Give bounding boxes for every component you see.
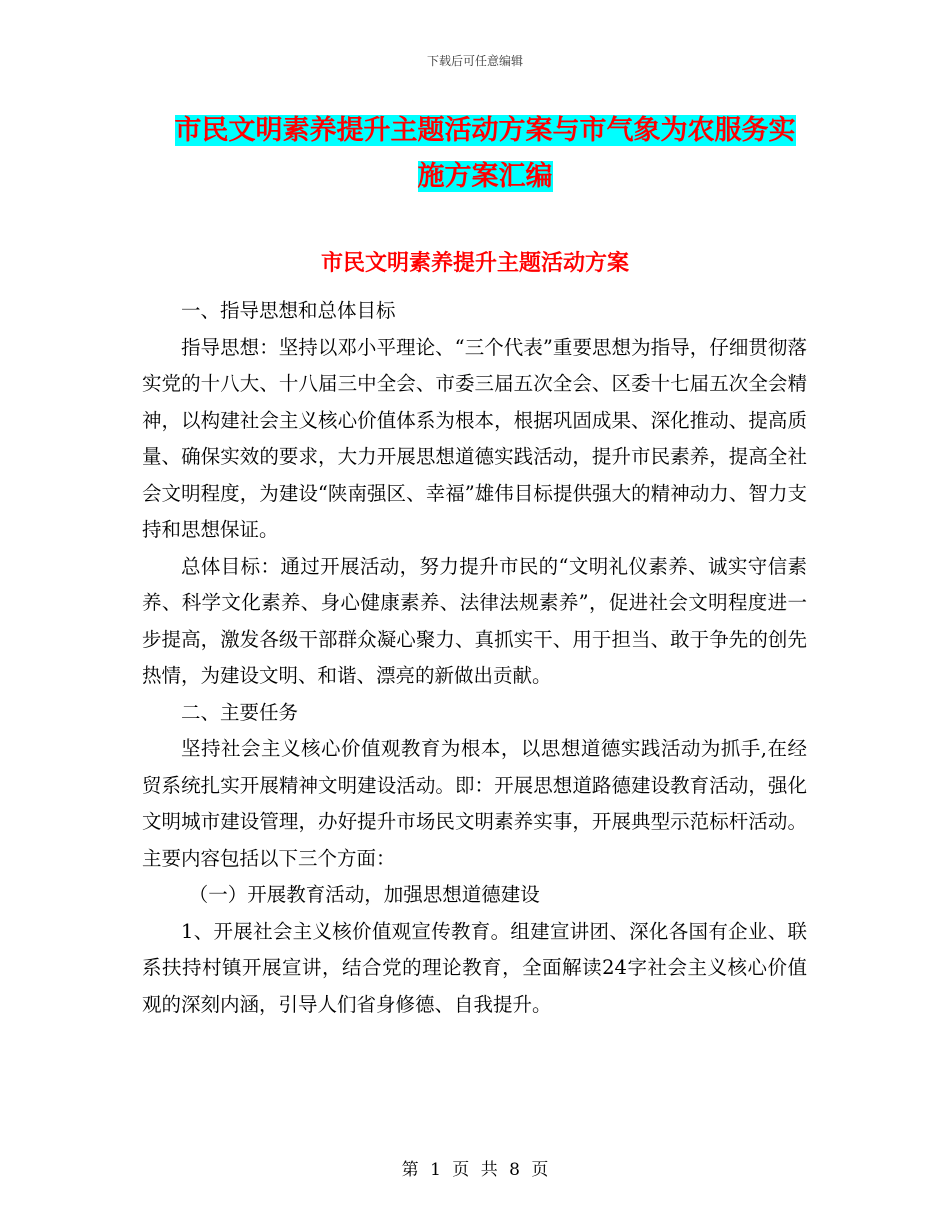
document-title-line-1: 市民文明素养提升主题活动方案与市气象为农服务实	[174, 115, 796, 146]
paragraph-overall-goal: 总体目标：通过开展活动，努力提升市民的“文明礼仪素养、诚实守信素养、科学文化素养、身心健康素养、法律法规素养”，促进社会文明程度进一步提高，激发各级干部群众凝心聚力、真抓实干、用于担当、敢于争先的创先热情，为建设文明、和谐、漂亮的新做出贡献。	[142, 554, 807, 687]
paragraph-main-tasks: 坚持社会主义核心价值观教育为根本，以思想道德实践活动为抓手,在经贸系统扎实开展精神文明建设活动。即：开展思想道路德建设教育活动，强化文明城市建设管理，办好提升市场民文明素养实事，开展典型示范标杆活动。主要内容包括以下三个方面：	[142, 737, 807, 870]
subheading-education: （一）开展教育活动，加强思想道德建设	[188, 883, 540, 906]
heading-main-tasks: 二、主要任务	[181, 700, 299, 724]
document-title-line-2: 施方案汇编	[417, 161, 553, 192]
section-title: 市民文明素养提升主题活动方案	[320, 251, 629, 276]
document-body	[142, 293, 807, 1023]
page-footer: 第 1 页 共 8 页	[401, 1160, 549, 1180]
document-title	[150, 108, 820, 200]
heading-guiding-ideology: 一、指导思想和总体目标	[181, 299, 396, 322]
paragraph-guiding-ideology: 指导思想：坚持以邓小平理论、“三个代表”重要思想为指导，仔细贯彻落实党的十八大、十八届三中全会、市委三届五次全会、区委十七届五次全会精神，以构建社会主义核心价值体系为根本，根据巩固成果、深化推动、提高质量、确保实效的要求，大力开展思想道德实践活动，提升市民素养，提高全社会文明程度，为建设“陕南强区、幸福”雄伟目标提供强大的精神动力、智力支持和思想保证。	[142, 335, 807, 541]
paragraph-item-1: 1、开展社会主义核价值观宣传教育。组建宣讲团、深化各国有企业、联系扶持村镇开展宣讲，结合党的理论教育，全面解读24字社会主义核心价值观的深刻内涵，引导人们省身修德、自我提升。	[142, 919, 807, 1016]
header-note: 下载后可任意编辑	[426, 54, 523, 68]
